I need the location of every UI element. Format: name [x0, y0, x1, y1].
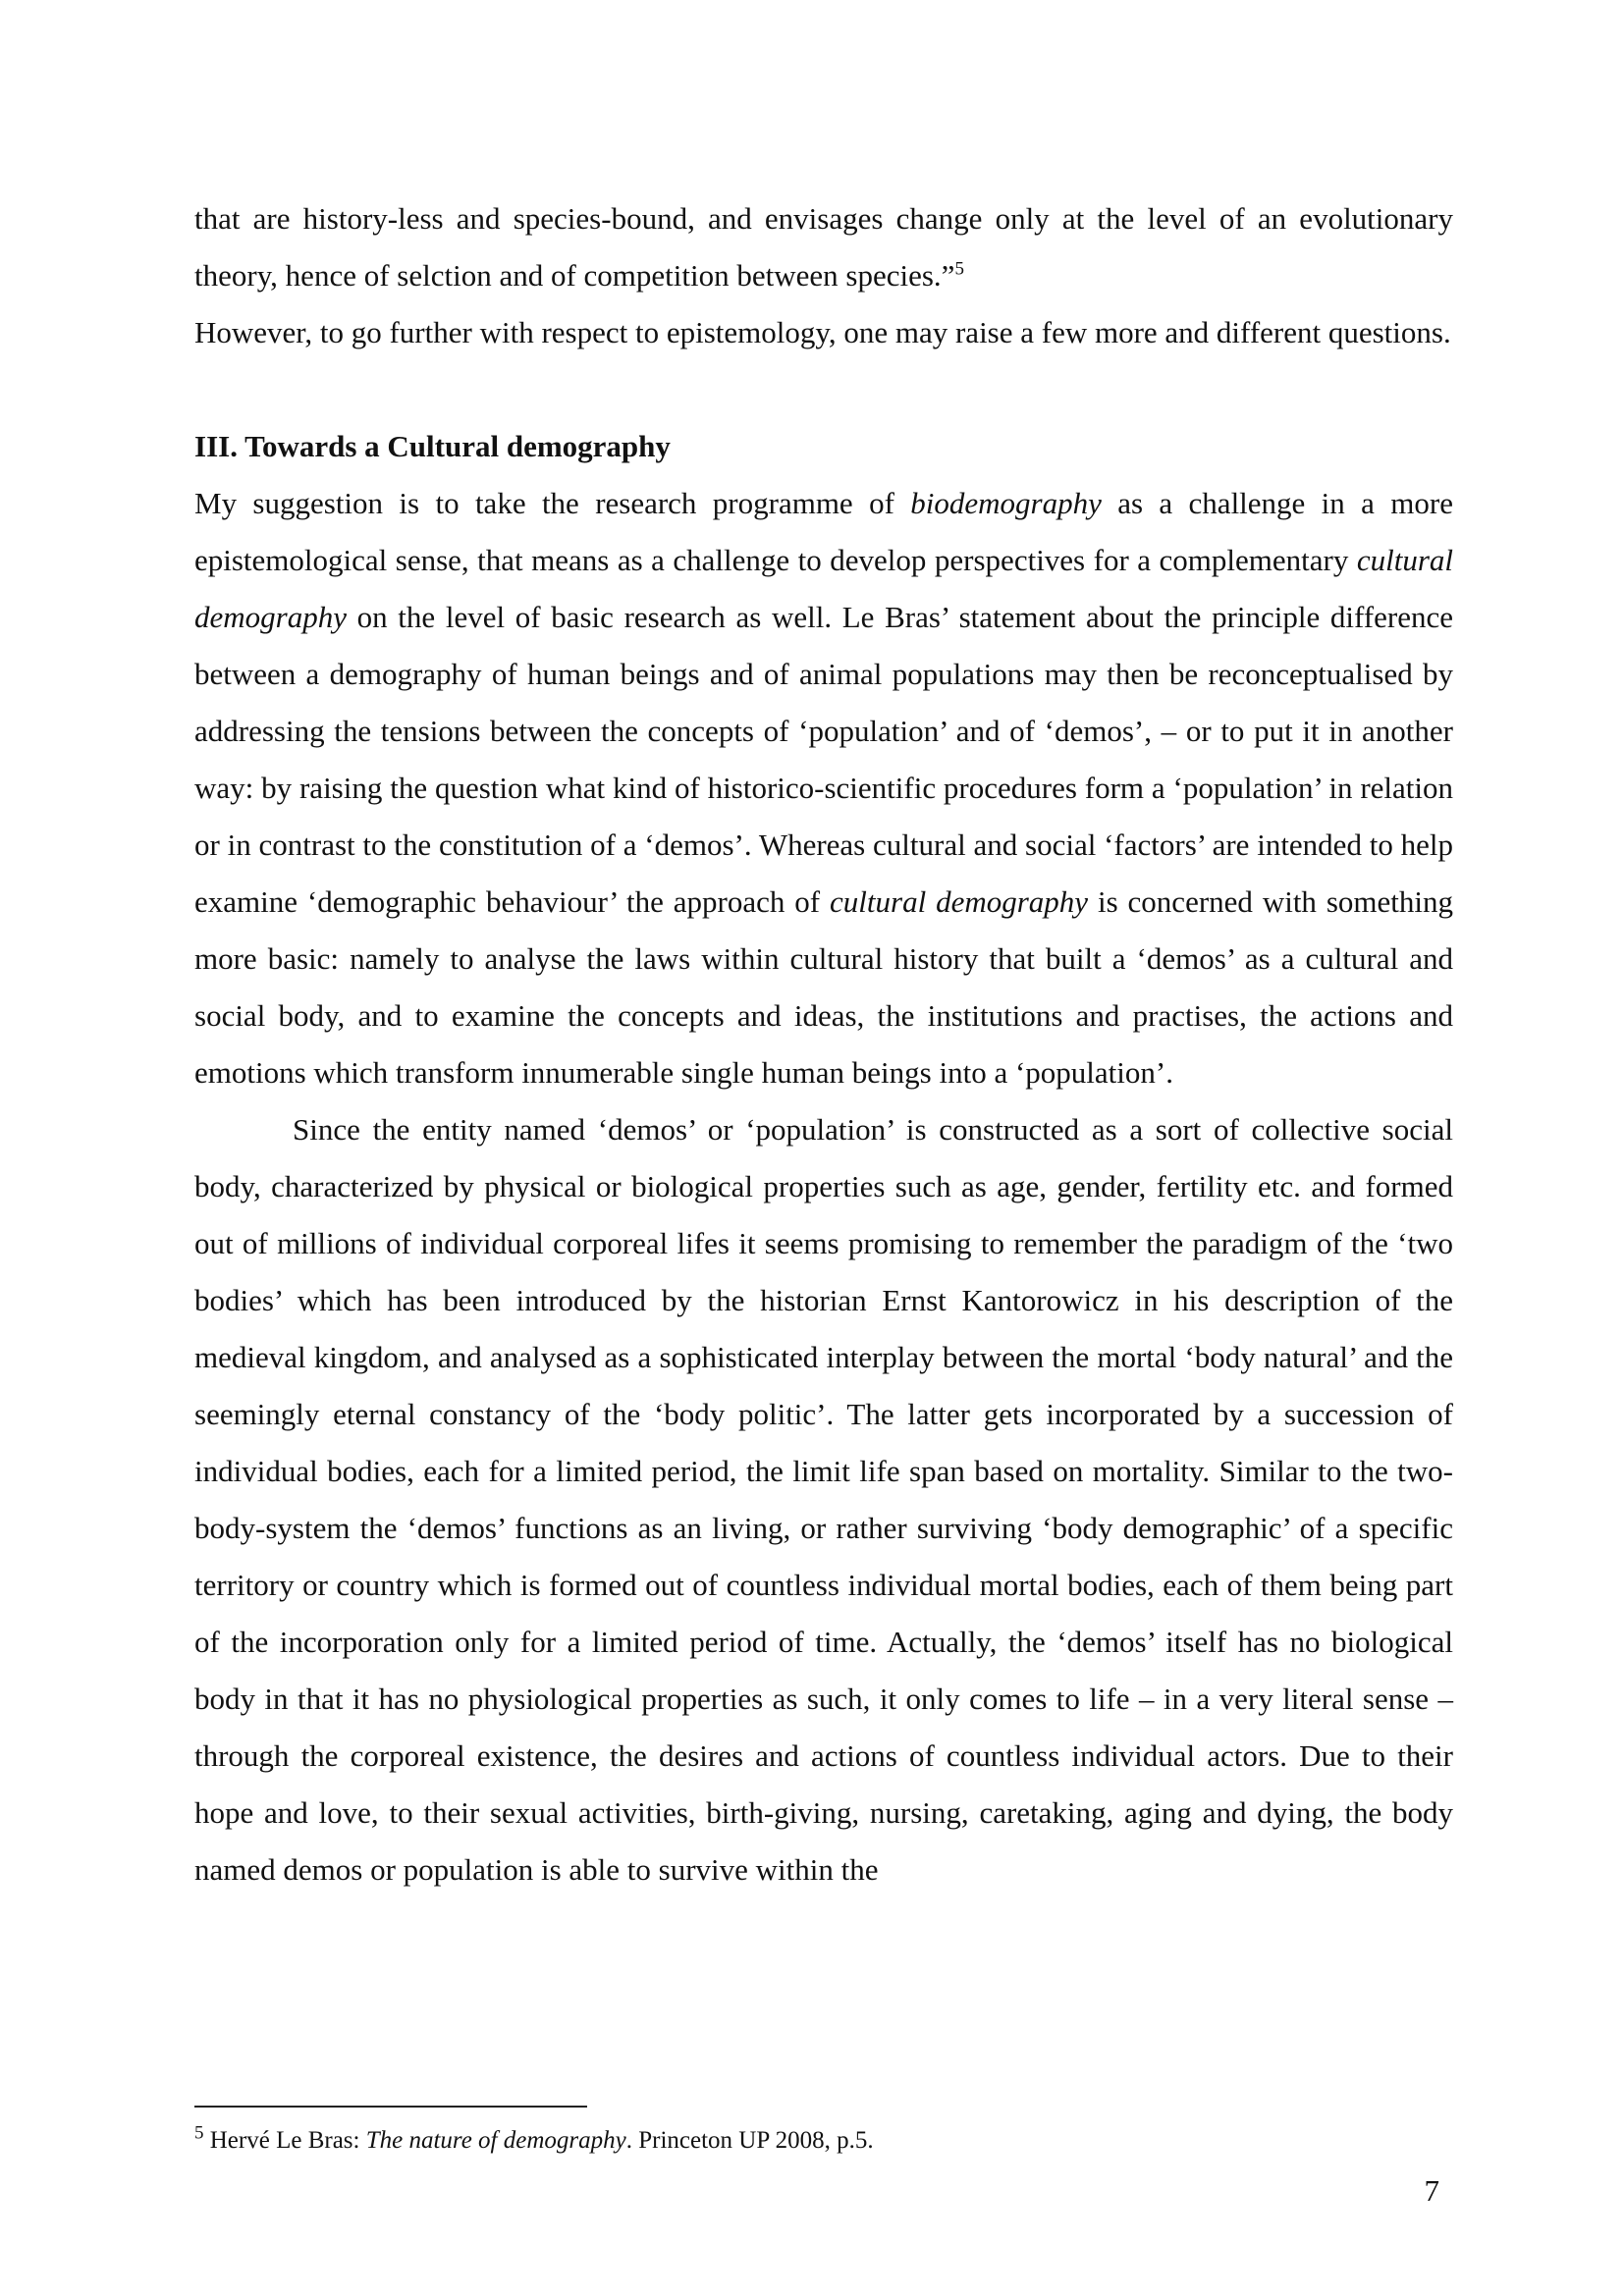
paragraph-suggestion-text-3: on the level of basic research as well. Le Bras’ statement about the principle difference between a demography of human beings and of animal populations may then be reconceptualised by addressing the tensions between the concepts of ‘population’ and of ‘demos’, – or to put it in another way: by raising the question what kind of historico-scientific procedures form a ‘population’ in relation or in contrast to the constitution of a ‘demos’. Whereas cultural and social ‘factors’ are intended to help examine ‘demographic behaviour’ the approach of [194, 600, 1453, 919]
footnote-divider [194, 2106, 587, 2108]
footnote-details: . Princeton UP 2008, p.5. [625, 2127, 874, 2154]
section-heading: III. Towards a Cultural demography [194, 429, 671, 463]
paragraph-suggestion-text-4: is concerned with something more basic: namely to analyse the laws within cultural history that built a ‘demos’ as a cultural and social body, and to examine the concepts and ideas, the institutions and practises, the actions and emotions which transform innumerable single human beings into a ‘population’. [194, 884, 1453, 1090]
paragraph-epistemology: However, to go further with respect to epistemology, one may raise a few more and different questions. [194, 315, 1451, 349]
opening-paragraph [194, 190, 1453, 304]
paragraph-suggestion-text-1: My suggestion is to take the research programme of [194, 486, 911, 520]
paragraph-two-bodies: Since the entity named ‘demos’ or ‘population’ is constructed as a sort of collective social body, characterized by physical or biological properties such as age, gender, fertility etc. and formed out of millions of individual corporeal lifes it seems promising to remember the paradigm of the ‘two bodies’ which has been introduced by the historian Ernst Kantorowicz in his description of the medieval kingdom, and analysed as a sophisticated interplay between the mortal ‘body natural’ and the seemingly eternal constancy of the ‘body politic’. The latter gets incorporated by a succession of individual bodies, each for a limited period, the limit life span based on mortality. Similar to the two-body-system the ‘demos’ functions as an living, or rather surviving ‘body demographic’ of a specific territory or country which is formed out of countless individual mortal bodies, each of them being part of the incorporation only for a limited period of time. Actually, the ‘demos’ itself has no biological body in that it has no physiological properties as such, it only comes to life – in a very literal sense – through the corporeal existence, the desires and actions of countless individual actors. Due to their hope and love, to their sexual activities, birth-giving, nursing, caretaking, aging and dying, the body named demos or population is able to survive within the [194, 1112, 1453, 1887]
page-number: 7 [1424, 2173, 1439, 2208]
footnote-title: The nature of demography [365, 2127, 626, 2154]
italic-biodemography: biodemography [910, 486, 1102, 520]
paragraph-suggestion-text-2: as a challenge in a more epistemological sense, that means as a challenge to develop perspectives for a complementary [194, 486, 1453, 577]
footnote [194, 2124, 1453, 2158]
footnote-number: 5 [194, 2122, 204, 2144]
italic-cultural-demography-2: cultural demography [830, 884, 1089, 919]
footnote-reference: 5 [954, 258, 964, 280]
opening-paragraph-text: that are history-less and species-bound, and envisages change only at the level of an evolutionary theory, hence of selction and of competition between species.” [194, 201, 1453, 293]
footnote-author: Hervé Le Bras: [203, 2127, 366, 2154]
paragraph-suggestion [194, 475, 1453, 1101]
italic-cultural-demography-1: cultural demography [194, 543, 1453, 634]
body-text [194, 190, 1453, 1898]
